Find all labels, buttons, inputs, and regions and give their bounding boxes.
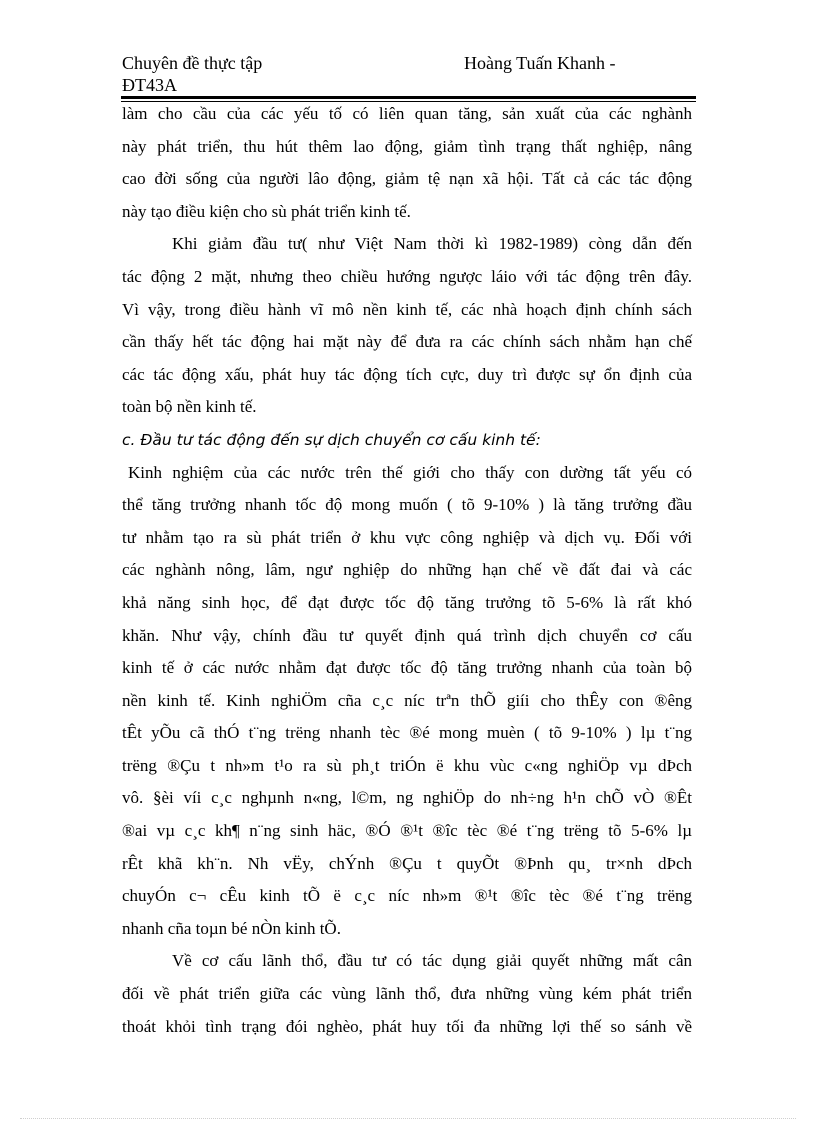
- body-line: ®ai vµ c¸c kh¶ n¨ng sinh häc, ®Ó ®¹t ®îc tèc ®é t¨ng trëng tõ 5-6% lµ: [122, 821, 692, 841]
- body-line: chuyÓn c¬ cÊu kinh tÕ ë c¸c níc nh»m ®¹t ®îc tèc ®é t¨ng trëng: [122, 886, 692, 906]
- body-line: Kinh nghiệm của các nước trên thế giới cho thấy con dường tất yếu có: [128, 462, 692, 482]
- body-line: rÊt khã kh¨n. Nh vËy, chÝnh ®Çu t quyÕt ®Þnh qu¸ tr×nh dÞch: [122, 853, 692, 873]
- body-line: các nghành nông, lâm, ngư nghiệp do những hạn chế về đất đai và các: [122, 560, 692, 580]
- body-line: Khi giảm đầu tư( như Việt Nam thời kì 1982-1989) còng dẫn đến: [172, 234, 692, 254]
- body-line: tác động 2 mặt, nhưng theo chiều hướng ngược láio với tác động trên đây.: [122, 266, 692, 286]
- body-line: tÊt yÕu cã thÓ t¨ng trëng nhanh tèc ®é mong muèn ( tõ 9-10% ) lµ t¨ng: [122, 723, 692, 743]
- body-line: Vì vậy, trong điều hành vĩ mô nền kinh tế, các nhà hoạch định chính sách: [122, 299, 692, 319]
- section-heading: c. Đầu tư tác động đến sự dịch chuyển cơ cấu kinh tế:: [122, 430, 541, 449]
- document-body: [122, 98, 692, 1043]
- page-bottom-border: [20, 1118, 796, 1119]
- body-line: tư nhằm tạo ra sù phát triển ở khu vực công nghiệp và dịch vụ. Đối với: [122, 527, 692, 547]
- body-line: nền kinh tế. Kinh nghiÖm cña c¸c níc trªn thÕ giíi cho thÊy con ®êng: [122, 690, 692, 710]
- class-code: ĐT43A: [122, 75, 177, 95]
- body-line: cao đời sống của người lâo động, giảm tệ nạn xã hội. Tất cả các tác động: [122, 169, 692, 189]
- author-name: Hoàng Tuấn Khanh -: [464, 53, 616, 73]
- body-line: toàn bộ nền kinh tế.: [122, 397, 257, 417]
- body-line: khả năng sinh học, để đạt được tốc độ tăng trưởng tõ 5-6% là rất khó: [122, 592, 692, 612]
- body-line: đối về phát triển giữa các vùng lãnh thổ, đưa những vùng kém phát triển: [122, 984, 692, 1004]
- body-line: này phát triển, thu hút thêm lao động, giảm tình trạng thất nghiệp, nâng: [122, 136, 692, 156]
- body-line: thể tăng trưởng nhanh tốc độ mong muốn ( tõ 9-10% ) là tăng trưởng đầu: [122, 495, 692, 515]
- body-line: vô. §èi víi c¸c nghµnh n«ng, l©m, ng nghiÖp do nh÷ng h¹n chÕ vÒ ®Êt: [122, 788, 692, 808]
- body-line: các tác động xấu, phát huy tác động tích cực, duy trì được sự ổn định của: [122, 364, 692, 384]
- body-line: cần thấy hết tác động hai mặt này để đưa ra các chính sách nhằm hạn chế: [122, 332, 692, 352]
- body-line: làm cho cầu của các yếu tố có liên quan tăng, sản xuất của các nghành: [122, 104, 692, 123]
- body-line: Về cơ cấu lãnh thổ, đầu tư có tác dụng giải quyết những mất cân: [172, 951, 692, 971]
- body-line: khăn. Như vậy, chính đầu tư quyết định quá trình dịch chuyển cơ cấu: [122, 625, 692, 645]
- body-line: trëng ®Çu t nh»m t¹o ra sù ph¸t triÓn ë khu vùc c«ng nghiÖp vµ dÞch: [122, 755, 692, 775]
- document-title: Chuyên đề thực tập: [122, 53, 263, 73]
- body-line: nhanh cña toµn bé nÒn kinh tÕ.: [122, 918, 341, 938]
- body-line: này tạo điều kiện cho sù phát triển kinh tế.: [122, 201, 411, 221]
- body-line: thoát khỏi tình trạng đói nghèo, phát huy tối đa những lợi thế so sánh về: [122, 1016, 692, 1036]
- body-line: kinh tế ở các nước nhằm đạt được tốc độ tăng trưởng nhanh của toàn bộ: [122, 658, 692, 678]
